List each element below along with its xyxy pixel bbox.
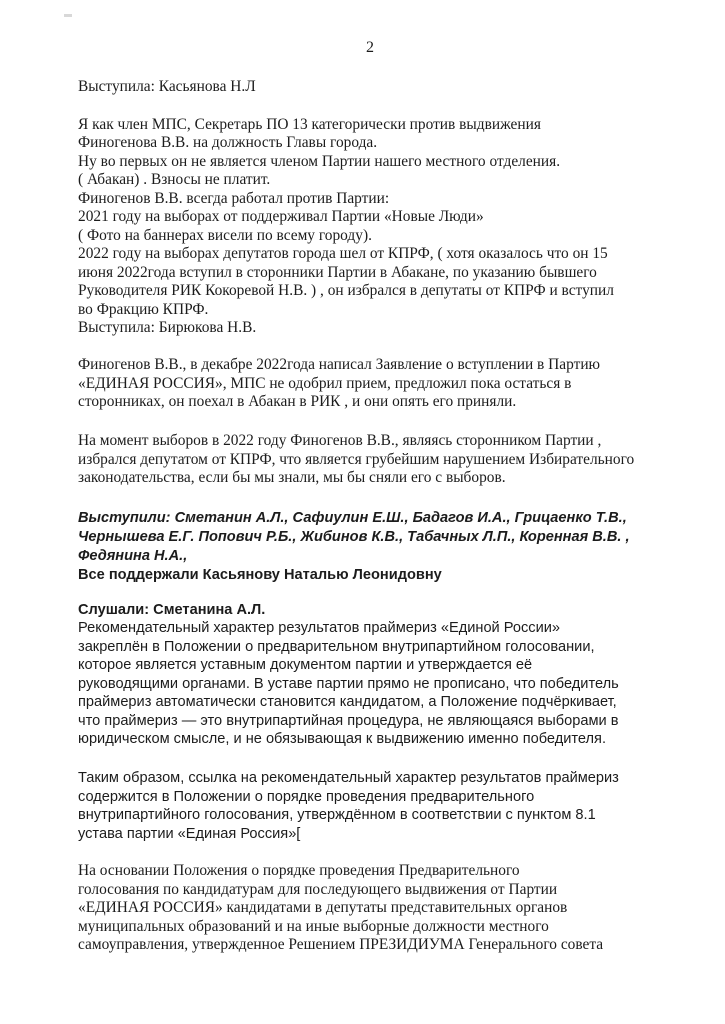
scan-mark [64,14,72,17]
paragraph-line: руководящими органами. В уставе партии прямо не прописано, что победитель [78,676,619,692]
paragraph-line: Руководителя РИК Кокоревой Н.В. ) , он избрался в депутаты от КПРФ и вступил [78,282,614,299]
paragraph-line: Рекомендательный характер результатов праймериз «Единой России» [78,620,560,636]
paragraph-line: ( Фото на баннерах висели по всему городу). [78,227,372,244]
paragraph-line: «ЕДИНАЯ РОССИЯ», МПС не одобрил прием, предложил пока остаться в [78,375,572,392]
paragraph-line: Финогенов В.В. всегда работал против Партии: [78,190,390,207]
paragraph-line: Я как член МПС, Секретарь ПО 13 категорически против выдвижения [78,116,541,133]
paragraph-line: 2021 году на выборах от поддерживал Партии «Новые Люди» [78,208,484,225]
paragraph-line: Финогенов В.В., в декабре 2022года написал Заявление о вступлении в Партию [78,356,601,373]
paragraph-line: что праймериз — это внутрипартийная процедура, не являющаяся выборами в [78,713,619,729]
speakers-list-line: Чернышева Е.Г. Попович Р.Б., Жибинов К.В., Табачных Л.П., Коренная В.В. , [78,529,630,545]
paragraph-line: самоуправления, утвержденное Решением ПРЕЗИДИУМА Генерального совета [78,936,604,953]
paragraph-line: содержится в Положении о порядке проведения предварительного [78,789,535,805]
page-number: 2 [366,39,374,56]
support-statement: Все поддержали Касьянову Наталью Леонидовну [78,567,442,583]
paragraph-line: праймериз автоматически становится кандидатом, а Положение подчёркивает, [78,694,617,710]
heard-smetanina: Слушали: Сметанина А.Л. [78,602,266,618]
paragraph-line: избрался депутатом от КПРФ, что является грубейшим нарушением Избирательного [78,451,635,468]
paragraph-line: сторонниках, он поехал в Абакан в РИК , и они опять его приняли. [78,393,517,410]
speakers-list-line: Выступили: Сметанин А.Л., Сафиулин Е.Ш., Бадагов И.А., Грицаенко Т.В., [78,510,627,526]
paragraph-line: Ну во первых он не является членом Партии нашего местного отделения. [78,153,561,170]
paragraph-line: На основании Положения о порядке проведения Предварительного [78,862,520,879]
paragraph-line: «ЕДИНАЯ РОССИЯ» кандидатами в депутаты представительных органов [78,899,568,916]
paragraph-line: внутрипартийного голосования, утверждённом в соответствии с пунктом 8.1 [78,807,596,823]
paragraph-line: Таким образом, ссылка на рекомендательный характер результатов праймериз [78,770,619,786]
paragraph-line: Финогенова В.В. на должность Главы города. [78,134,378,151]
paragraph-line: июня 2022года вступил в сторонники Партии в Абакане, по указанию бывшего [78,264,597,281]
paragraph-line: 2022 году на выборах депутатов города шел от КПРФ, ( хотя оказалось что он 15 [78,245,608,262]
paragraph-line: На момент выборов в 2022 году Финогенов В.В., являясь сторонником Партии , [78,432,602,449]
paragraph-line: юридическом смысле, и не обязывающая к выдвижению именно победителя. [78,731,606,747]
paragraph-line: которое является уставным документом партии и утверждается её [78,657,533,673]
speaker-kasyanova: Выступила: Касьянова Н.Л [78,78,256,95]
paragraph-line: ( Абакан) . Взносы не платит. [78,171,271,188]
paragraph-line: во Фракцию КПРФ. [78,301,209,318]
paragraph-line: муниципальных образований и на иные выборные должности местного [78,918,549,935]
paragraph-line: голосования по кандидатурам для последующего выдвижения от Партии [78,881,558,898]
paragraph-line: закреплён в Положении о предварительном внутрипартийном голосовании, [78,639,595,655]
paragraph-line: законодательства, если бы мы знали, мы бы сняли его с выборов. [78,469,506,486]
speaker-biryukova: Выступила: Бирюкова Н.В. [78,319,257,336]
speakers-list-line: Федянина Н.А., [78,548,188,564]
paragraph-line: устава партии «Единая Россия»[ [78,826,301,842]
